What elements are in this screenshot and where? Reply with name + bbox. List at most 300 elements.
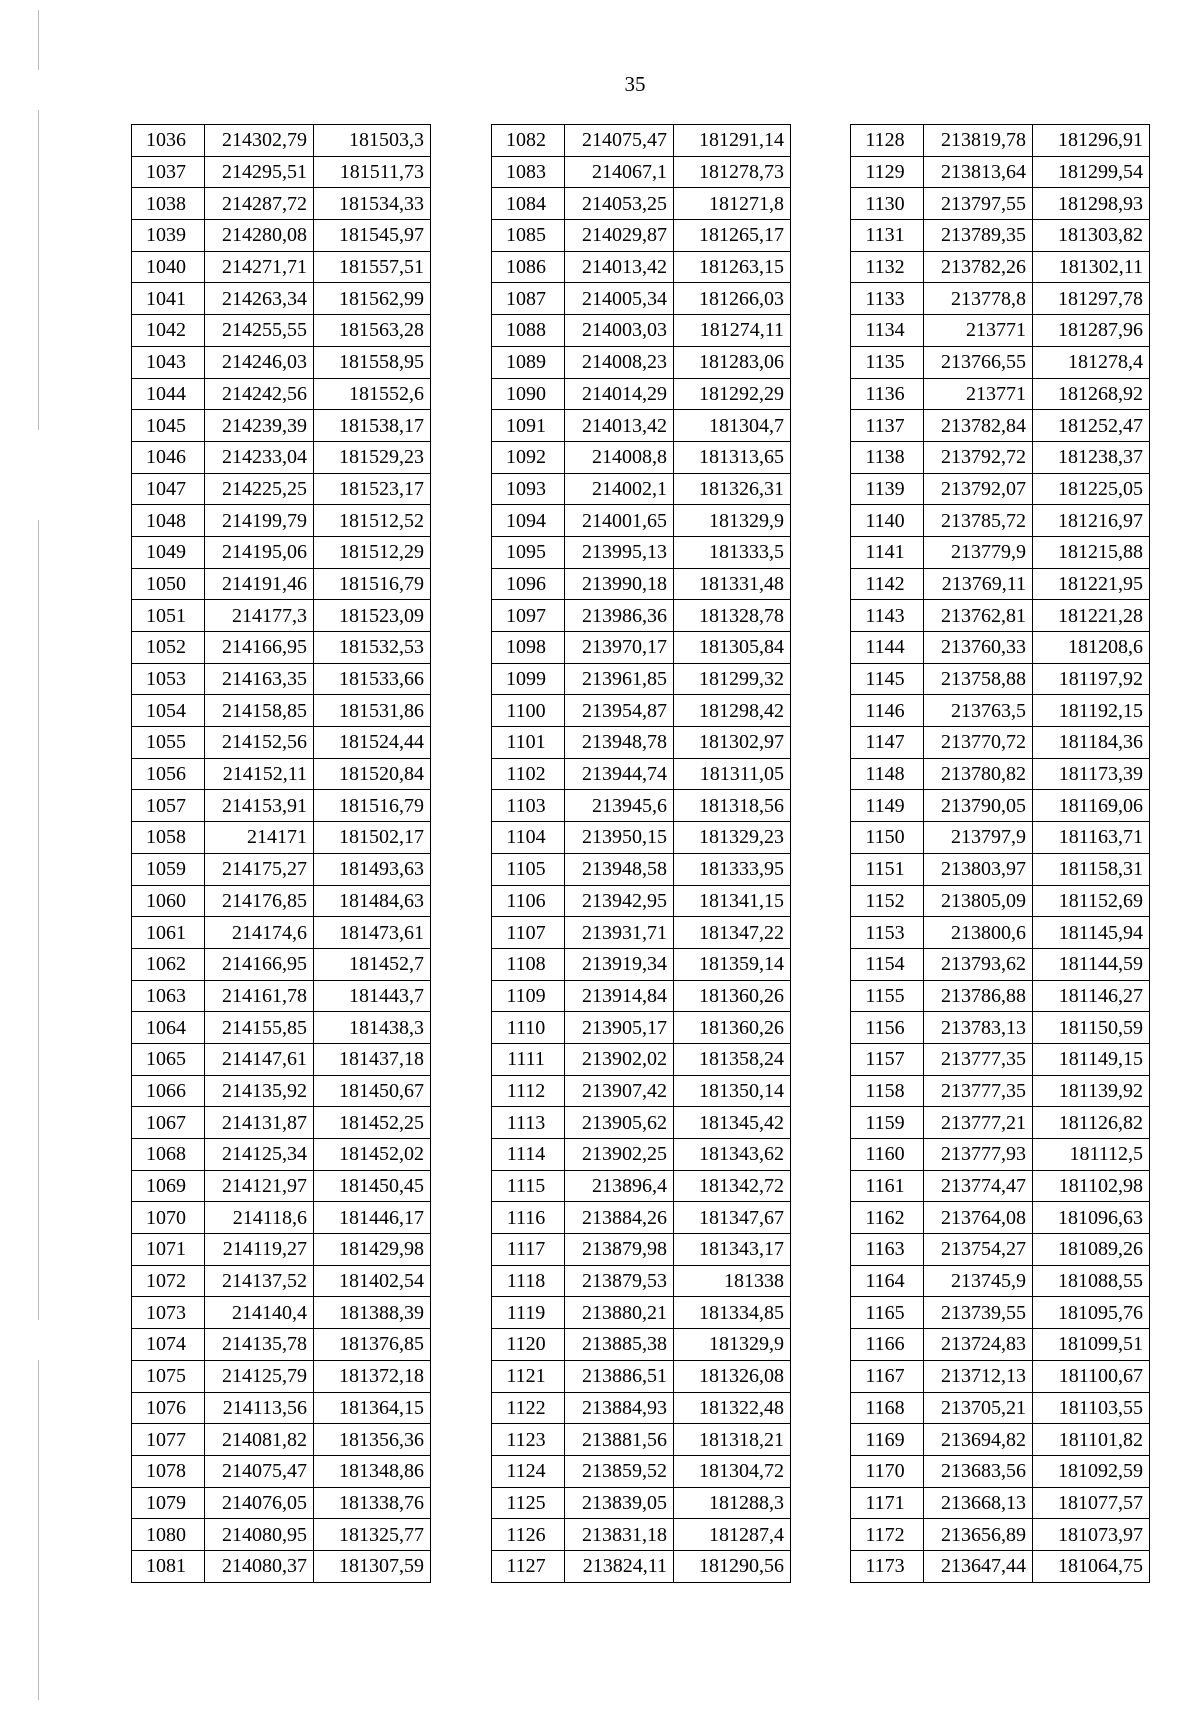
coordinate-y: 181265,17 [674,220,791,252]
coordinate-y: 181064,75 [1033,1550,1150,1582]
point-number: 1166 [851,1329,924,1361]
point-number: 1036 [132,125,205,157]
coordinate-y: 181318,21 [674,1424,791,1456]
coordinate-x: 213813,64 [924,156,1033,188]
coordinate-x: 213771 [924,378,1033,410]
point-number: 1098 [492,632,565,664]
table-row [851,1107,1150,1139]
coordinate-x: 213780,82 [924,758,1033,790]
coordinate-x: 214302,79 [205,125,314,157]
coordinate-y: 181563,28 [314,315,431,347]
table-row [851,790,1150,822]
coordinate-y: 181305,84 [674,632,791,664]
point-number: 1100 [492,695,565,727]
point-number: 1165 [851,1297,924,1329]
coordinate-x: 213793,62 [924,948,1033,980]
point-number: 1082 [492,125,565,157]
coordinate-y: 181302,97 [674,727,791,759]
point-number: 1169 [851,1424,924,1456]
table-row [492,410,791,442]
coordinate-y: 181150,59 [1033,1012,1150,1044]
coordinate-x: 214152,11 [205,758,314,790]
coordinate-y: 181169,06 [1033,790,1150,822]
coordinate-x: 214199,79 [205,505,314,537]
coordinate-x: 214131,87 [205,1107,314,1139]
coordinate-y: 181348,86 [314,1455,431,1487]
table-row [851,727,1150,759]
coordinate-x: 213712,13 [924,1360,1033,1392]
coordinate-x: 213896,4 [565,1170,674,1202]
coordinate-x: 213907,42 [565,1075,674,1107]
coordinate-x: 213881,56 [565,1424,674,1456]
coordinate-x: 214005,34 [565,283,674,315]
point-number: 1089 [492,346,565,378]
coordinate-x: 214287,72 [205,188,314,220]
point-number: 1123 [492,1424,565,1456]
coordinate-x: 213774,47 [924,1170,1033,1202]
coordinate-y: 181443,7 [314,980,431,1012]
coordinate-y: 181291,14 [674,125,791,157]
coordinate-y: 181350,14 [674,1075,791,1107]
table-row [851,1455,1150,1487]
table-row [132,568,431,600]
table-row [492,1170,791,1202]
point-number: 1116 [492,1202,565,1234]
point-number: 1146 [851,695,924,727]
coordinate-x: 214175,27 [205,853,314,885]
table-row [492,568,791,600]
table-row [132,822,431,854]
point-number: 1124 [492,1455,565,1487]
point-number: 1051 [132,600,205,632]
coordinate-x: 213944,74 [565,758,674,790]
table-row [851,473,1150,505]
coordinate-y: 181288,3 [674,1487,791,1519]
coordinate-y: 181364,15 [314,1392,431,1424]
point-number: 1064 [132,1012,205,1044]
table-row [851,1550,1150,1582]
coordinate-y: 181073,97 [1033,1519,1150,1551]
table-row [132,1075,431,1107]
table-row [492,220,791,252]
coordinate-x: 213778,8 [924,283,1033,315]
coordinate-y: 181101,82 [1033,1424,1150,1456]
coordinate-x: 214163,35 [205,663,314,695]
coordinate-x: 214029,87 [565,220,674,252]
coordinate-y: 181360,26 [674,980,791,1012]
point-number: 1095 [492,536,565,568]
coordinate-y: 181298,42 [674,695,791,727]
coordinate-x: 214239,39 [205,410,314,442]
table-row [132,1550,431,1582]
coordinate-y: 181146,27 [1033,980,1150,1012]
coordinate-x: 214118,6 [205,1202,314,1234]
point-number: 1063 [132,980,205,1012]
coordinate-y: 181376,85 [314,1329,431,1361]
table-row [492,1043,791,1075]
table-row [492,1202,791,1234]
coordinate-x: 213800,6 [924,917,1033,949]
table-row [851,346,1150,378]
coordinate-y: 181274,11 [674,315,791,347]
coordinate-x: 213647,44 [924,1550,1033,1582]
coordinate-y: 181299,54 [1033,156,1150,188]
table-row [492,1329,791,1361]
point-number: 1148 [851,758,924,790]
table-row [851,1170,1150,1202]
coordinate-x: 213945,6 [565,790,674,822]
coordinate-y: 181359,14 [674,948,791,980]
point-number: 1091 [492,410,565,442]
coordinate-x: 213777,21 [924,1107,1033,1139]
table-row [851,600,1150,632]
table-row [492,980,791,1012]
point-number: 1039 [132,220,205,252]
table-row [851,1043,1150,1075]
point-number: 1133 [851,283,924,315]
coordinate-x: 214280,08 [205,220,314,252]
point-number: 1085 [492,220,565,252]
coordinate-x: 213770,72 [924,727,1033,759]
coordinate-y: 181278,73 [674,156,791,188]
coordinate-y: 181271,8 [674,188,791,220]
table-row [851,156,1150,188]
coordinate-x: 213724,83 [924,1329,1033,1361]
table-row [851,220,1150,252]
coordinate-x: 214166,95 [205,948,314,980]
table-row [851,885,1150,917]
point-number: 1099 [492,663,565,695]
table-row [132,1424,431,1456]
point-number: 1118 [492,1265,565,1297]
table-row [492,346,791,378]
table-row [132,378,431,410]
point-number: 1105 [492,853,565,885]
coordinate-x: 213694,82 [924,1424,1033,1456]
table-row [132,948,431,980]
table-row [492,695,791,727]
coordinate-y: 181516,79 [314,790,431,822]
point-number: 1081 [132,1550,205,1582]
coordinate-y: 181523,09 [314,600,431,632]
coordinate-x: 213797,55 [924,188,1033,220]
coordinate-x: 214174,6 [205,917,314,949]
coordinates-table-2 [491,124,791,1583]
point-number: 1103 [492,790,565,822]
coordinate-x: 213905,62 [565,1107,674,1139]
coordinate-y: 181338 [674,1265,791,1297]
point-number: 1086 [492,251,565,283]
coordinate-y: 181326,31 [674,473,791,505]
coordinate-y: 181112,5 [1033,1139,1150,1171]
point-number: 1154 [851,948,924,980]
coordinate-y: 181358,24 [674,1043,791,1075]
table-row [851,917,1150,949]
coordinate-x: 214067,1 [565,156,674,188]
coordinate-y: 181360,26 [674,1012,791,1044]
coordinate-x: 213783,13 [924,1012,1033,1044]
point-number: 1113 [492,1107,565,1139]
point-number: 1111 [492,1043,565,1075]
table-row [132,663,431,695]
coordinate-x: 213990,18 [565,568,674,600]
coordinate-y: 181221,28 [1033,600,1150,632]
point-number: 1158 [851,1075,924,1107]
point-number: 1128 [851,125,924,157]
table-row [132,1170,431,1202]
coordinate-y: 181328,78 [674,600,791,632]
coordinate-x: 213931,71 [565,917,674,949]
table-row [851,410,1150,442]
coordinate-y: 181534,33 [314,188,431,220]
point-number: 1040 [132,251,205,283]
coordinate-x: 213769,11 [924,568,1033,600]
point-number: 1144 [851,632,924,664]
point-number: 1068 [132,1139,205,1171]
coordinate-x: 213758,88 [924,663,1033,695]
table-row [132,473,431,505]
table-row [132,1455,431,1487]
point-number: 1164 [851,1265,924,1297]
coordinate-y: 181557,51 [314,251,431,283]
coordinate-y: 181333,5 [674,536,791,568]
coordinate-y: 181304,72 [674,1455,791,1487]
table-row [851,632,1150,664]
table-row [851,663,1150,695]
coordinate-y: 181326,08 [674,1360,791,1392]
coordinate-y: 181303,82 [1033,220,1150,252]
coordinate-x: 213764,08 [924,1202,1033,1234]
point-number: 1083 [492,156,565,188]
table-row [851,1329,1150,1361]
point-number: 1173 [851,1550,924,1582]
point-number: 1053 [132,663,205,695]
coordinate-y: 181520,84 [314,758,431,790]
table-row [851,822,1150,854]
coordinate-y: 181145,94 [1033,917,1150,949]
coordinate-x: 214113,56 [205,1392,314,1424]
table-row [851,1234,1150,1266]
coordinate-x: 213668,13 [924,1487,1033,1519]
table-row [132,1360,431,1392]
point-number: 1074 [132,1329,205,1361]
coordinate-y: 181215,88 [1033,536,1150,568]
coordinate-y: 181238,37 [1033,441,1150,473]
coordinate-x: 214166,95 [205,632,314,664]
table-row [492,1139,791,1171]
table-row [492,251,791,283]
table-row [851,251,1150,283]
coordinates-table-3 [850,124,1150,1583]
coordinate-x: 214195,06 [205,536,314,568]
coordinate-x: 214295,51 [205,156,314,188]
coordinate-y: 181297,78 [1033,283,1150,315]
coordinate-x: 214177,3 [205,600,314,632]
coordinate-y: 181502,17 [314,822,431,854]
point-number: 1142 [851,568,924,600]
coordinate-x: 213902,02 [565,1043,674,1075]
point-number: 1094 [492,505,565,537]
point-number: 1160 [851,1139,924,1171]
coordinate-y: 181333,95 [674,853,791,885]
coordinate-x: 214152,56 [205,727,314,759]
coordinate-x: 213859,52 [565,1455,674,1487]
table-row [132,1202,431,1234]
point-number: 1088 [492,315,565,347]
coordinate-x: 213683,56 [924,1455,1033,1487]
coordinate-x: 213779,9 [924,536,1033,568]
table-row [492,1075,791,1107]
table-row [492,948,791,980]
table-row [492,473,791,505]
coordinate-x: 213919,34 [565,948,674,980]
coordinate-y: 181322,48 [674,1392,791,1424]
coordinate-x: 213885,38 [565,1329,674,1361]
point-number: 1157 [851,1043,924,1075]
point-number: 1172 [851,1519,924,1551]
point-number: 1092 [492,441,565,473]
table-row [132,632,431,664]
coordinate-y: 181221,95 [1033,568,1150,600]
point-number: 1042 [132,315,205,347]
point-number: 1046 [132,441,205,473]
coordinate-y: 181338,76 [314,1487,431,1519]
coordinate-y: 181446,17 [314,1202,431,1234]
coordinate-x: 214080,95 [205,1519,314,1551]
coordinate-y: 181100,67 [1033,1360,1150,1392]
table-row [492,1360,791,1392]
point-number: 1107 [492,917,565,949]
coordinate-y: 181163,71 [1033,822,1150,854]
point-number: 1137 [851,410,924,442]
table-row [851,1424,1150,1456]
coordinate-y: 181545,97 [314,220,431,252]
coordinate-x: 214171 [205,822,314,854]
point-number: 1072 [132,1265,205,1297]
coordinate-x: 214233,04 [205,441,314,473]
table-row [132,1329,431,1361]
coordinate-x: 214013,42 [565,251,674,283]
point-number: 1149 [851,790,924,822]
coordinate-x: 214161,78 [205,980,314,1012]
table-row [132,505,431,537]
table-row [132,1107,431,1139]
point-number: 1147 [851,727,924,759]
coordinate-x: 213785,72 [924,505,1033,537]
table-row [492,283,791,315]
coordinate-x: 213879,53 [565,1265,674,1297]
point-number: 1054 [132,695,205,727]
table-row [492,188,791,220]
table-row [132,695,431,727]
coordinate-x: 213942,95 [565,885,674,917]
point-number: 1131 [851,220,924,252]
coordinate-x: 213782,84 [924,410,1033,442]
point-number: 1132 [851,251,924,283]
coordinate-y: 181325,77 [314,1519,431,1551]
coordinate-x: 214135,78 [205,1329,314,1361]
coordinate-y: 181290,56 [674,1550,791,1582]
coordinate-x: 213739,55 [924,1297,1033,1329]
point-number: 1077 [132,1424,205,1456]
point-number: 1161 [851,1170,924,1202]
coordinate-x: 213884,26 [565,1202,674,1234]
coordinate-x: 214013,42 [565,410,674,442]
table-row [132,220,431,252]
coordinate-x: 214176,85 [205,885,314,917]
point-number: 1129 [851,156,924,188]
coordinate-x: 214075,47 [205,1455,314,1487]
coordinate-x: 213760,33 [924,632,1033,664]
coordinate-y: 181184,36 [1033,727,1150,759]
coordinate-y: 181304,7 [674,410,791,442]
coordinate-y: 181558,95 [314,346,431,378]
table-row [132,315,431,347]
table-row [492,1519,791,1551]
coordinate-y: 181552,6 [314,378,431,410]
point-number: 1119 [492,1297,565,1329]
coordinate-x: 213884,93 [565,1392,674,1424]
table-row [851,536,1150,568]
table-row [132,790,431,822]
coordinate-y: 181173,39 [1033,758,1150,790]
coordinate-y: 181311,05 [674,758,791,790]
table-row [851,283,1150,315]
coordinate-y: 181511,73 [314,156,431,188]
coordinate-y: 181512,52 [314,505,431,537]
point-number: 1140 [851,505,924,537]
point-number: 1069 [132,1170,205,1202]
table-row [132,441,431,473]
point-number: 1038 [132,188,205,220]
coordinate-y: 181158,31 [1033,853,1150,885]
coordinate-y: 181318,56 [674,790,791,822]
coordinate-y: 181077,57 [1033,1487,1150,1519]
coordinate-x: 214191,46 [205,568,314,600]
point-number: 1141 [851,536,924,568]
table-row [492,885,791,917]
point-number: 1114 [492,1139,565,1171]
point-number: 1138 [851,441,924,473]
table-row [132,1043,431,1075]
point-number: 1168 [851,1392,924,1424]
coordinate-x: 213790,05 [924,790,1033,822]
table-row [132,1265,431,1297]
point-number: 1073 [132,1297,205,1329]
table-row [492,1234,791,1266]
coordinate-x: 214125,34 [205,1139,314,1171]
table-row [132,346,431,378]
point-number: 1150 [851,822,924,854]
coordinate-x: 213782,26 [924,251,1033,283]
coordinate-x: 214121,97 [205,1170,314,1202]
table-row [851,980,1150,1012]
table-row [492,156,791,188]
coordinate-y: 181266,03 [674,283,791,315]
table-row [492,790,791,822]
point-number: 1135 [851,346,924,378]
point-number: 1151 [851,853,924,885]
coordinate-x: 213763,5 [924,695,1033,727]
point-number: 1056 [132,758,205,790]
coordinate-y: 181531,86 [314,695,431,727]
coordinate-x: 213803,97 [924,853,1033,885]
coordinate-x: 213797,9 [924,822,1033,854]
point-number: 1067 [132,1107,205,1139]
coordinate-y: 181343,62 [674,1139,791,1171]
coordinate-x: 213777,35 [924,1043,1033,1075]
point-number: 1152 [851,885,924,917]
